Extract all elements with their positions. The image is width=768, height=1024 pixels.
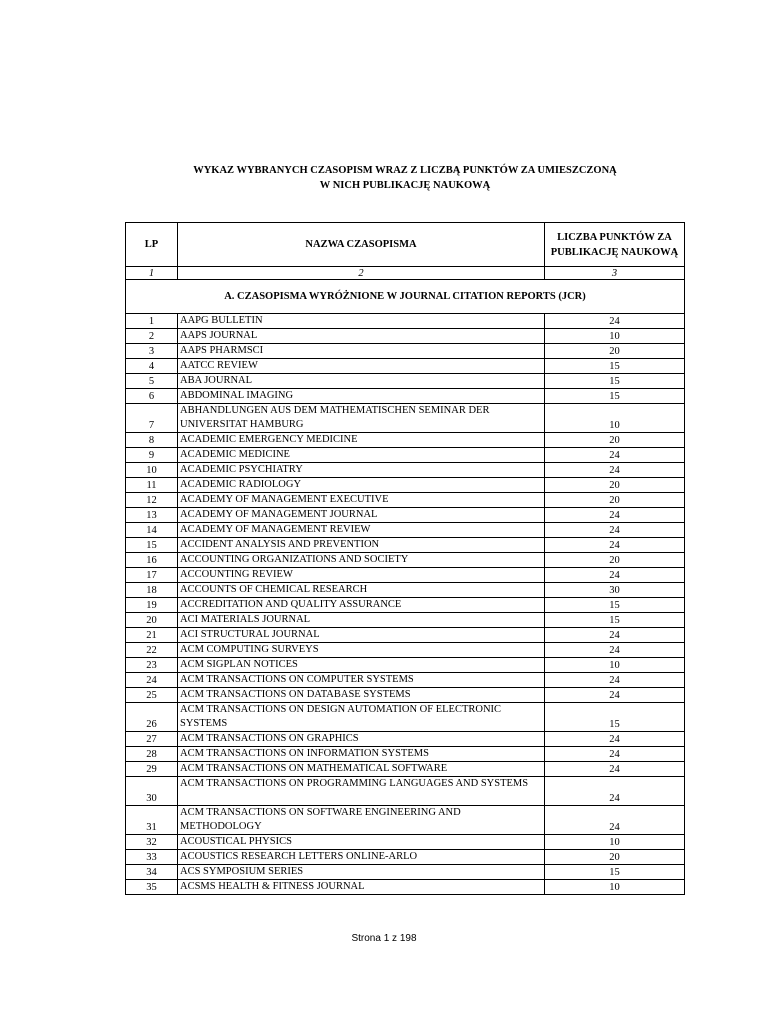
row-name: ACM TRANSACTIONS ON COMPUTER SYSTEMS [178,673,545,688]
row-points: 24 [545,688,685,703]
row-name: ACCIDENT ANALYSIS AND PREVENTION [178,538,545,553]
row-name: ACCOUNTING REVIEW [178,568,545,583]
row-points: 24 [545,777,685,806]
row-points: 24 [545,643,685,658]
row-name: ACSMS HEALTH & FITNESS JOURNAL [178,880,545,895]
row-points: 15 [545,389,685,404]
row-points: 24 [545,673,685,688]
row-lp: 28 [126,747,178,762]
table-row [126,583,685,598]
row-name: ACM TRANSACTIONS ON INFORMATION SYSTEMS [178,747,545,762]
header-points-line-2: PUBLIKACJĘ NAUKOWĄ [550,246,679,258]
row-lp: 23 [126,658,178,673]
row-name: ABHANDLUNGEN AUS DEM MATHEMATISCHEN SEMINAR DER UNIVERSITAT HAMBURG [178,404,545,433]
row-points: 24 [545,732,685,747]
table-row [126,835,685,850]
row-name: ACADEMIC EMERGENCY MEDICINE [178,433,545,448]
row-name: ABDOMINAL IMAGING [178,389,545,404]
row-lp: 13 [126,508,178,523]
table-row [126,448,685,463]
row-points: 30 [545,583,685,598]
row-name: ACCREDITATION AND QUALITY ASSURANCE [178,598,545,613]
row-points: 10 [545,404,685,433]
row-points: 20 [545,493,685,508]
table-row [126,688,685,703]
row-name: ACADEMIC RADIOLOGY [178,478,545,493]
table-row [126,359,685,374]
row-name: ACADEMY OF MANAGEMENT REVIEW [178,523,545,538]
title-line-2: W NICH PUBLIKACJĘ NAUKOWĄ [319,180,491,191]
row-name: ACM SIGPLAN NOTICES [178,658,545,673]
row-lp: 33 [126,850,178,865]
table-row [126,508,685,523]
table-row [126,553,685,568]
row-name: ACM TRANSACTIONS ON DATABASE SYSTEMS [178,688,545,703]
row-name: ACM TRANSACTIONS ON MATHEMATICAL SOFTWARE [178,762,545,777]
table-row [126,628,685,643]
table-row [126,806,685,835]
table-row [126,389,685,404]
journal-table [125,222,685,895]
row-lp: 29 [126,762,178,777]
row-points: 24 [545,628,685,643]
row-points: 24 [545,538,685,553]
row-lp: 17 [126,568,178,583]
row-name: ACI STRUCTURAL JOURNAL [178,628,545,643]
row-name: AATCC REVIEW [178,359,545,374]
table-row [126,493,685,508]
column-number-2: 2 [178,267,545,280]
table-row [126,850,685,865]
section-title: A. CZASOPISMA WYRÓŻNIONE W JOURNAL CITATION REPORTS (JCR) [126,280,685,314]
table-row [126,732,685,747]
row-points: 24 [545,523,685,538]
row-lp: 5 [126,374,178,389]
table-row [126,523,685,538]
row-points: 24 [545,314,685,329]
row-lp: 25 [126,688,178,703]
row-lp: 8 [126,433,178,448]
row-lp: 34 [126,865,178,880]
table-row [126,463,685,478]
document-title [0,163,768,193]
row-name: ACM TRANSACTIONS ON SOFTWARE ENGINEERING AND METHODOLOGY [178,806,545,835]
row-lp: 20 [126,613,178,628]
table-row [126,478,685,493]
row-lp: 19 [126,598,178,613]
row-name: AAPG BULLETIN [178,314,545,329]
row-points: 24 [545,806,685,835]
row-lp: 6 [126,389,178,404]
row-lp: 22 [126,643,178,658]
row-points: 10 [545,880,685,895]
row-points: 15 [545,374,685,389]
row-points: 10 [545,658,685,673]
row-name: ACADEMIC PSYCHIATRY [178,463,545,478]
row-points: 15 [545,703,685,732]
table-row [126,314,685,329]
table-row [126,865,685,880]
row-lp: 15 [126,538,178,553]
row-name: ACADEMIC MEDICINE [178,448,545,463]
table-row [126,374,685,389]
row-points: 24 [545,747,685,762]
row-points: 24 [545,448,685,463]
row-name: ABA JOURNAL [178,374,545,389]
row-points: 24 [545,463,685,478]
row-name: ACCOUNTING ORGANIZATIONS AND SOCIETY [178,553,545,568]
row-lp: 26 [126,703,178,732]
row-lp: 31 [126,806,178,835]
row-points: 15 [545,865,685,880]
row-name: ACM TRANSACTIONS ON DESIGN AUTOMATION OF ELECTRONIC SYSTEMS [178,703,545,732]
row-points: 20 [545,478,685,493]
table-row [126,344,685,359]
row-lp: 27 [126,732,178,747]
section-row [126,280,685,314]
row-name: ACM TRANSACTIONS ON PROGRAMMING LANGUAGES AND SYSTEMS [178,777,545,806]
row-lp: 9 [126,448,178,463]
row-lp: 11 [126,478,178,493]
row-lp: 1 [126,314,178,329]
row-points: 15 [545,598,685,613]
row-lp: 3 [126,344,178,359]
table-row [126,643,685,658]
row-points: 20 [545,850,685,865]
table-row [126,329,685,344]
row-name: ACS SYMPOSIUM SERIES [178,865,545,880]
table-row [126,658,685,673]
row-lp: 14 [126,523,178,538]
table-row [126,777,685,806]
row-points: 20 [545,344,685,359]
table-row [126,747,685,762]
row-lp: 12 [126,493,178,508]
header-points [545,223,685,267]
table-row [126,404,685,433]
title-line-1: WYKAZ WYBRANYCH CZASOPISM WRAZ Z LICZBĄ PUNKTÓW ZA UMIESZCZONĄ [193,165,617,176]
row-name: ACADEMY OF MANAGEMENT EXECUTIVE [178,493,545,508]
row-lp: 2 [126,329,178,344]
row-lp: 32 [126,835,178,850]
row-name: ACM TRANSACTIONS ON GRAPHICS [178,732,545,747]
row-points: 15 [545,359,685,374]
column-number-row [126,267,685,280]
row-points: 24 [545,508,685,523]
row-name: ACADEMY OF MANAGEMENT JOURNAL [178,508,545,523]
row-points: 10 [545,835,685,850]
table-row [126,538,685,553]
table-row [126,673,685,688]
row-name: ACCOUNTS OF CHEMICAL RESEARCH [178,583,545,598]
row-points: 10 [545,329,685,344]
row-lp: 7 [126,404,178,433]
header-lp: LP [126,223,178,267]
row-name: ACOUSTICAL PHYSICS [178,835,545,850]
row-lp: 18 [126,583,178,598]
row-lp: 10 [126,463,178,478]
table-row [126,433,685,448]
row-lp: 4 [126,359,178,374]
row-points: 15 [545,613,685,628]
row-name: AAPS JOURNAL [178,329,545,344]
table-row [126,568,685,583]
header-points-line-1: LICZBA PUNKTÓW ZA [557,231,672,243]
row-lp: 35 [126,880,178,895]
row-points: 24 [545,762,685,777]
table-row [126,703,685,732]
column-number-1: 1 [126,267,178,280]
row-lp: 30 [126,777,178,806]
page-footer: Strona 1 z 198 [351,933,417,944]
table-row [126,762,685,777]
table-row [126,598,685,613]
table-row [126,613,685,628]
row-points: 24 [545,568,685,583]
header-name: NAZWA CZASOPISMA [178,223,545,267]
row-lp: 21 [126,628,178,643]
row-points: 20 [545,433,685,448]
row-points: 20 [545,553,685,568]
row-lp: 16 [126,553,178,568]
table-row [126,880,685,895]
row-name: ACI MATERIALS JOURNAL [178,613,545,628]
row-name: ACM COMPUTING SURVEYS [178,643,545,658]
row-name: AAPS PHARMSCI [178,344,545,359]
column-number-3: 3 [545,267,685,280]
table-header-row [126,223,685,267]
row-name: ACOUSTICS RESEARCH LETTERS ONLINE-ARLO [178,850,545,865]
row-lp: 24 [126,673,178,688]
